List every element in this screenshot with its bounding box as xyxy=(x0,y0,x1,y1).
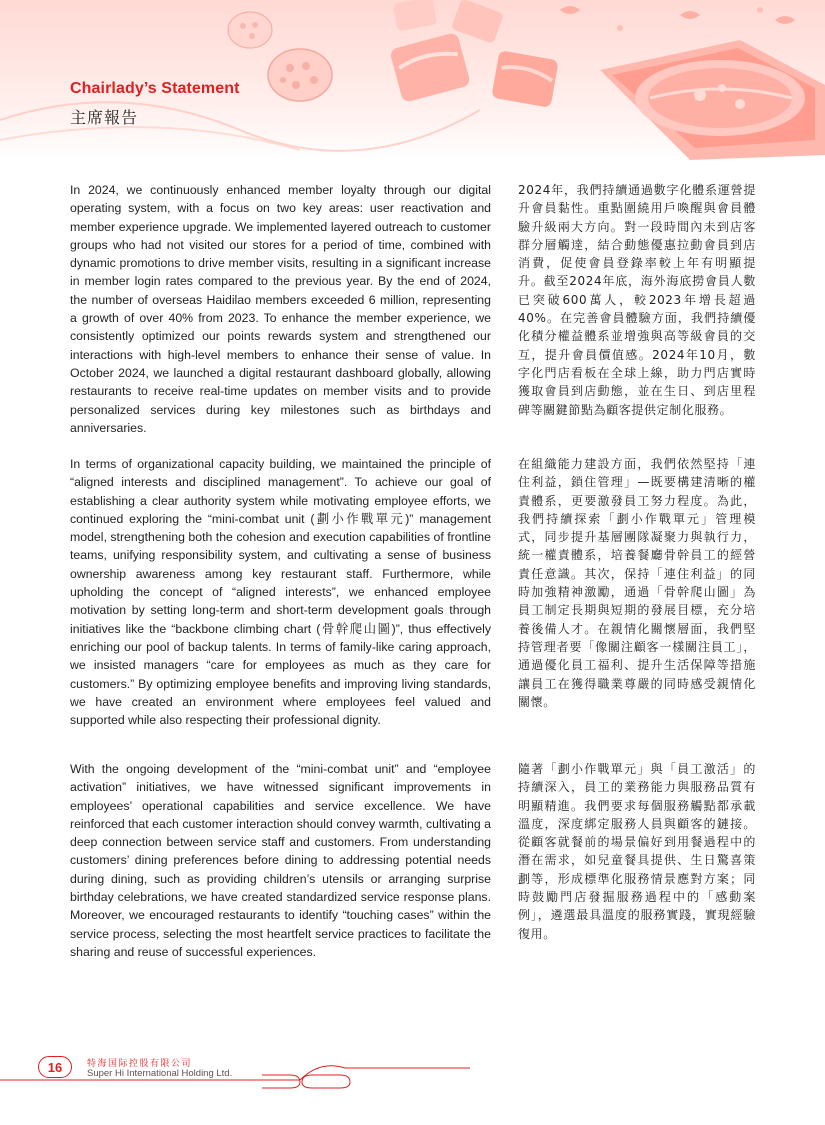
lotus-slice-icon xyxy=(268,49,332,101)
chinese-paragraph: 隨著「劃小作戰單元」與「員工激活」的持續深入，員工的業務能力與服務品質有明顯精進。我們要求每個服務觸點都承載溫度，深度綁定服務人員與顧客的鏈接。從顧客就餐前的場景偏好到用餐過程中的潛在需求，如兒童餐具提供、生日驚喜策劃等，形成標準化服務情景應對方案；同時鼓勵門店發掘服務過程中的「感動案例」，遴選最具溫度的服務實踐，實現經驗復用。 xyxy=(518,762,756,941)
lotus-slice-icon xyxy=(228,12,272,48)
company-name-english: Super Hi International Holding Ltd. xyxy=(87,1068,233,1079)
meat-slice-icon xyxy=(389,32,471,103)
chinese-paragraph: 在組織能力建設方面，我們依然堅持「連住利益，鎖住管理」—既要構建清晰的權責體系，更要激發員工努力程度。為此，我們持續探索「劃小作戰單元」管理模式，同步提升基層團隊凝聚力與執行力，統一權責體系，培養餐廳骨幹員工的經營責任意識。其次，保持「連住利益」的同時加強精神激勵，通過「骨幹爬山圖」為員工制定長期與短期的發展目標，充分培養後備人才。在親情化關懷層面，我們堅持管理者要「像關注顧客一樣關注員工」，通過優化員工福利、提升生活保障等措施讓員工在獲得職業尊嚴的同時感受親情化關懷。 xyxy=(518,457,756,709)
page-number: 16 xyxy=(38,1056,72,1078)
hotpot-icon xyxy=(600,40,825,160)
chinese-paragraph: 2024年，我們持續通過數字化體系運營提升會員黏性。重點圍繞用戶喚醒與會員體驗升級兩大方向。對一段時間內未到店客群分層觸達，結合動態優惠拉動會員到店消費，促使會員登錄率較上年有明顯提升。截至2024年底，海外海底撈會員人數已突破600萬人，較2023年增長超過40%。在完善會員體驗方面，我們持續優化積分權益體系並增強與高等級會員的交互，提升會員價值感。2024年10月，數字化門店看板在全球上線，助力門店實時獲取會員到店動態，並在生日、到店里程碑等關鍵節點為顧客提供定制化服務。 xyxy=(518,183,756,417)
page-footer xyxy=(0,1040,825,1120)
section-title: Chairlady’s Statement xyxy=(70,80,240,97)
meat-slice-icon xyxy=(491,50,558,108)
section-title-chinese: 主席報告 xyxy=(70,108,139,127)
garnish-icon xyxy=(560,6,795,31)
english-paragraph: In 2024, we continuously enhanced member loyalty through our digital operating system, with a focus on two key areas: user reactivation and member experience upgrade. We implemented layered outreach to customer groups who had not visited our stores for a period of time, combined with dynamic promotions to drive member visits, resulting in a significant increase in member login rates compared to the previous year. By the end of 2024, the number of overseas Haidilao members exceeded 6 million, representing a growth of over 40% from 2023. To enhance the member experience, we consistently optimized our points rewards system and strengthened our interactions with high-level members to enhance their sense of value. In October 2024, we launched a digital restaurant dashboard globally, allowing restaurants to receive real-time updates on member visits and to provide personalized services during key milestones such as birthdays and anniversaries. xyxy=(70,183,491,435)
english-paragraph: In terms of organizational capacity building, we maintained the principle of “aligned interests and disciplined management”. To achieve our goal of establishing a clear authority system while motivating employee efforts, we continued exploring the “mini-combat unit (劃小作戰單元)” management model, strengthening both the cohesion and execution capabilities of frontline teams, unifying responsibility system, and cultivating a sense of business ownership awareness among key restaurant staff. Furthermore, while upholding the concept of “aligned interests”, we enhanced employee motivation by setting long-term and short-term development goals through initiatives like the “backbone climbing chart (骨幹爬山圖)”, thus effectively enriching our pool of backup talents. In terms of family-like caring approach, we insisted managers “care for employees as much as they care for customers.” By optimizing employee benefits and improving living standards, we have created an environment where employees feel valued and supported while also respecting their professional dignity. xyxy=(70,457,491,728)
company-name-chinese: 特海国际控股有限公司 xyxy=(87,1059,193,1069)
footer-decoration xyxy=(0,1040,825,1120)
english-paragraph: With the ongoing development of the “mini-combat unit” and “employee activation” initiatives, we have witnessed significant improvements in employees’ operational capabilities and service excellence. We have reinforced that each customer interaction should convey warmth, cultivating a deep connection between service staff and customers. From understanding customers’ dining preferences before dining to addressing potential needs during dining, such as providing children’s utensils or arranging surprise birthday celebrations, we have created standardized service response plans. Moreover, we encouraged restaurants to identify “touching cases” within the service process, selecting the most heartfelt service practices to facilitate the sharing and reuse of successful experiences. xyxy=(70,762,491,959)
